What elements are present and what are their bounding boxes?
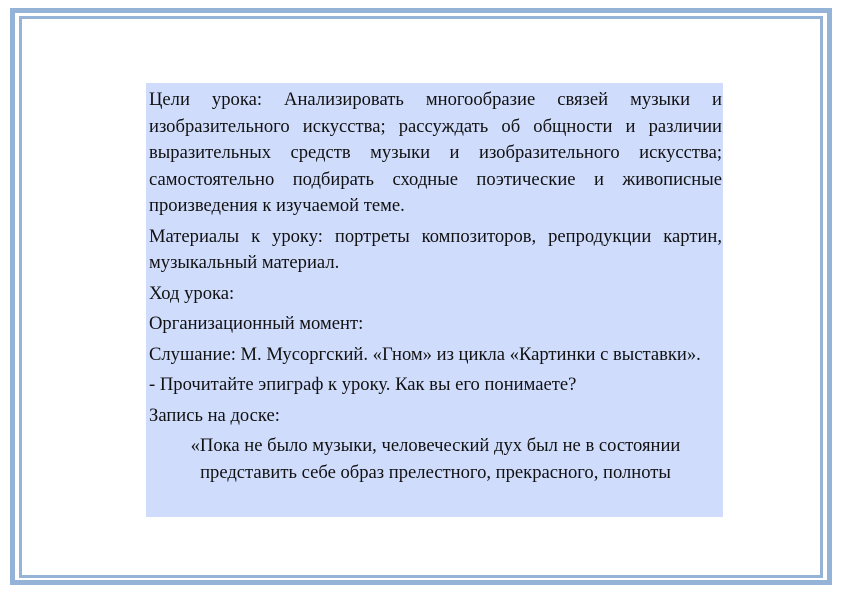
board-note-heading: Запись на доске: [149, 404, 280, 426]
lesson-text-box [146, 83, 723, 517]
epigraph-quote-paragraph: «Пока не было музыки, человеческий дух был не в состоянии представить себе образ прелестного, прекрасного, полноты [190, 435, 681, 483]
epigraph-question-paragraph: - Прочитайте эпиграф к уроку. Как вы его понимаете? [149, 374, 577, 395]
lesson-progress-heading: Ход урока: [149, 282, 235, 304]
listening-paragraph: Слушание: М. Мусоргский. «Гном» из цикла «Картинки с выставки». [149, 343, 701, 365]
lesson-materials-paragraph: Материалы к уроку: портреты композиторов, репродукции картин, музыкальный материал. [149, 225, 722, 273]
lesson-goals-paragraph: Цели урока: Анализировать многообразие связей музыки и изобразительного искусства; рассуждать об общности и различии выразительных средств музыки и изобразительного искусства; самостоятельно подбирать сходные поэтические и живописные произведения к изучаемой теме. [149, 89, 722, 216]
organizational-moment-heading: Организационный момент: [149, 313, 364, 334]
